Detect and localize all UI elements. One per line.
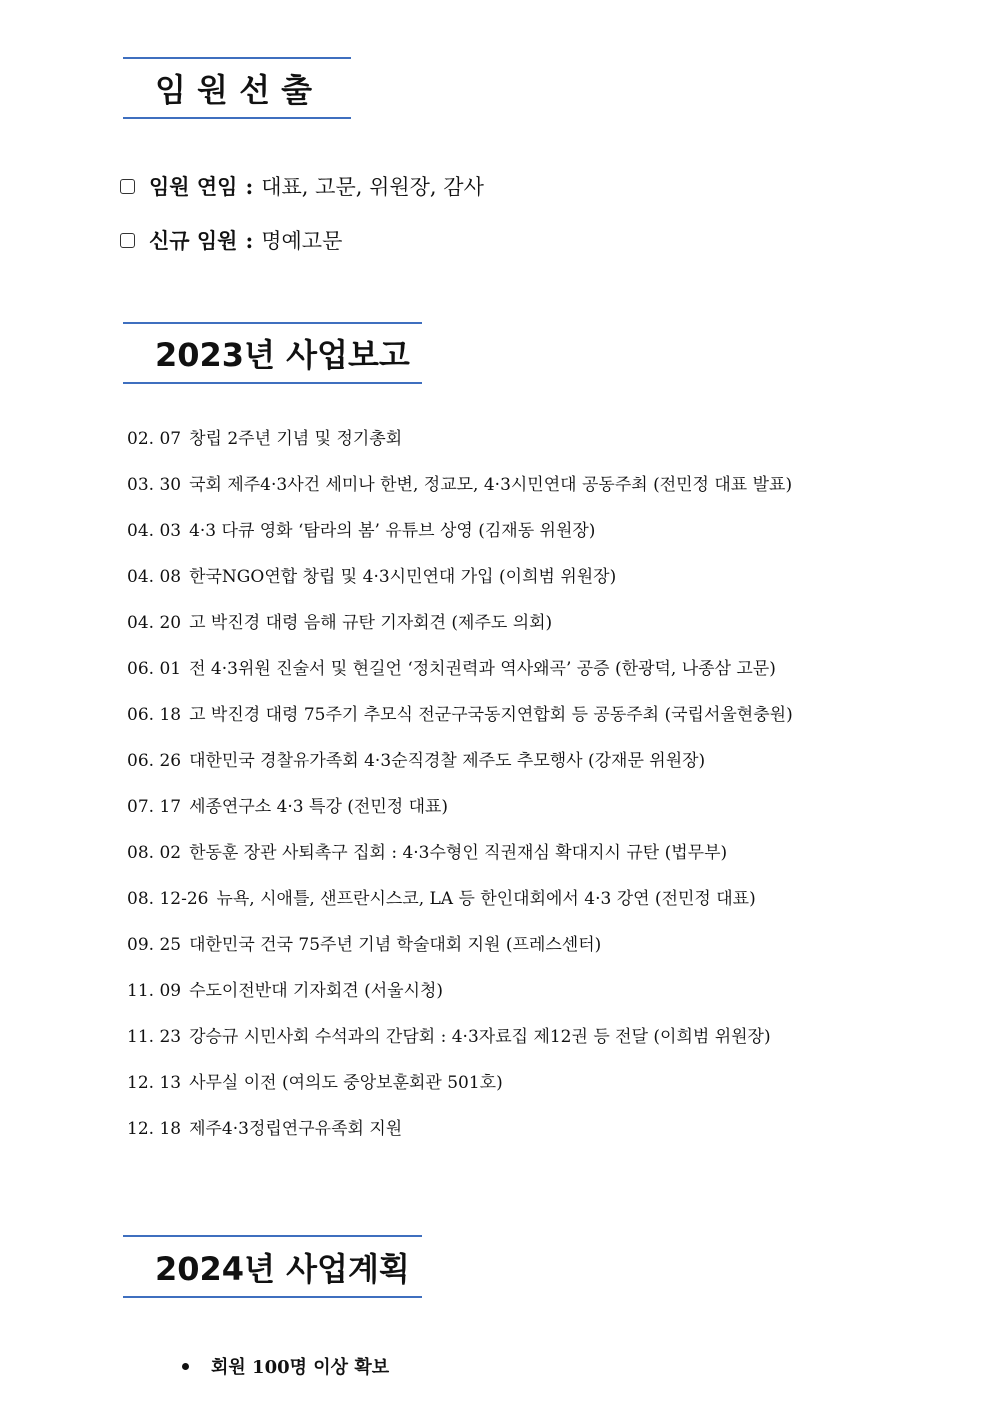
- report-item: [127, 656, 793, 702]
- report-date: 11. 23: [127, 1027, 182, 1047]
- section-title-plan: 2024년 사업계획: [155, 1249, 410, 1288]
- report-item: [127, 564, 793, 610]
- report-item: [127, 932, 793, 978]
- report-date: 04. 20: [127, 613, 182, 633]
- report-item: [127, 610, 793, 656]
- report-date: 03. 30: [127, 475, 182, 495]
- report-text: 4·3 다큐 영화 ‘탐라의 봄’ 유튜브 상영 (김재동 위원장): [189, 521, 596, 541]
- report-date: 08. 12-26: [127, 889, 209, 909]
- report-date: 07. 17: [127, 797, 182, 817]
- report-item: [127, 426, 793, 472]
- report-date: 04. 08: [127, 567, 182, 587]
- report-item: [127, 886, 793, 932]
- report-text: 뉴욕, 시애틀, 샌프란시스코, LA 등 한인대회에서 4·3 강연 (전민정 대표): [216, 889, 756, 909]
- report-date: 11. 09: [127, 981, 182, 1001]
- report-text: 세종연구소 4·3 특강 (전민정 대표): [189, 797, 449, 817]
- report-text: 강승규 시민사회 수석과의 간담회 : 4·3자료집 제12권 등 전달 (이희범 위원장): [189, 1027, 771, 1047]
- report-item: [127, 840, 793, 886]
- report-item: [127, 794, 793, 840]
- report-item: [127, 1024, 793, 1070]
- report-date: 06. 01: [127, 659, 182, 679]
- section-title-report: 2023년 사업보고: [155, 336, 410, 374]
- plan-list: [182, 1352, 389, 1380]
- report-text: 한국NGO연합 창립 및 4·3시민연대 가입 (이희범 위원장): [189, 567, 617, 587]
- report-list: [127, 426, 793, 1162]
- report-date: 09. 25: [127, 935, 182, 955]
- checkbox-icon: [120, 179, 135, 194]
- officer-row-new: [120, 225, 342, 255]
- report-date: 06. 26: [127, 751, 182, 771]
- report-text: 전 4·3위원 진술서 및 현길언 ‘정치권력과 역사왜곡’ 공증 (한광덕, 나종삼 고문): [189, 659, 776, 679]
- bullet-icon: [182, 1363, 189, 1370]
- report-text: 창립 2주년 기념 및 정기총회: [189, 429, 403, 449]
- report-date: 06. 18: [127, 705, 182, 725]
- report-item: [127, 702, 793, 748]
- report-date: 12. 18: [127, 1119, 182, 1139]
- report-item: [127, 518, 793, 564]
- officer-separator: :: [245, 173, 254, 199]
- section-header-plan: [123, 1235, 422, 1298]
- report-text: 고 박진경 대령 음해 규탄 기자회견 (제주도 의회): [189, 613, 553, 633]
- officer-label: 임원 연임: [149, 174, 238, 199]
- report-text: 고 박진경 대령 75주기 추모식 전군구국동지연합회 등 공동주최 (국립서울현충원): [189, 705, 793, 725]
- report-text: 한동훈 장관 사퇴촉구 집회 : 4·3수형인 직권재심 확대지시 규탄 (법무부): [189, 843, 728, 863]
- officer-value: 대표, 고문, 위원장, 감사: [261, 175, 484, 199]
- report-date: 12. 13: [127, 1073, 182, 1093]
- report-item: [127, 472, 793, 518]
- report-item: [127, 978, 793, 1024]
- officer-value: 명예고문: [261, 229, 343, 253]
- report-text: 수도이전반대 기자회견 (서울시청): [189, 981, 444, 1001]
- report-date: 08. 02: [127, 843, 182, 863]
- report-date: 02. 07: [127, 429, 182, 449]
- officer-row-reappointed: [120, 171, 484, 201]
- report-item: [127, 748, 793, 794]
- officer-separator: :: [245, 227, 254, 253]
- report-text: 사무실 이전 (여의도 중앙보훈회관 501호): [189, 1073, 503, 1093]
- section-header-report: [123, 322, 422, 384]
- plan-item: [182, 1352, 389, 1380]
- report-date: 04. 03: [127, 521, 182, 541]
- report-text: 대한민국 건국 75주년 기념 학술대회 지원 (프레스센터): [189, 935, 602, 955]
- report-text: 대한민국 경찰유가족회 4·3순직경찰 제주도 추모행사 (강재문 위원장): [189, 751, 706, 771]
- report-text: 제주4·3정립연구유족회 지원: [189, 1119, 403, 1139]
- plan-text: 회원 100명 이상 확보: [211, 1357, 390, 1378]
- report-item: [127, 1116, 793, 1162]
- section-title-officers: 임 원 선 출: [155, 71, 313, 109]
- section-header-officers: [123, 57, 351, 119]
- report-text: 국회 제주4·3사건 세미나 한변, 정교모, 4·3시민연대 공동주최 (전민정 대표 발표): [189, 475, 793, 495]
- checkbox-icon: [120, 233, 135, 248]
- report-item: [127, 1070, 793, 1116]
- officer-label: 신규 임원: [149, 228, 238, 253]
